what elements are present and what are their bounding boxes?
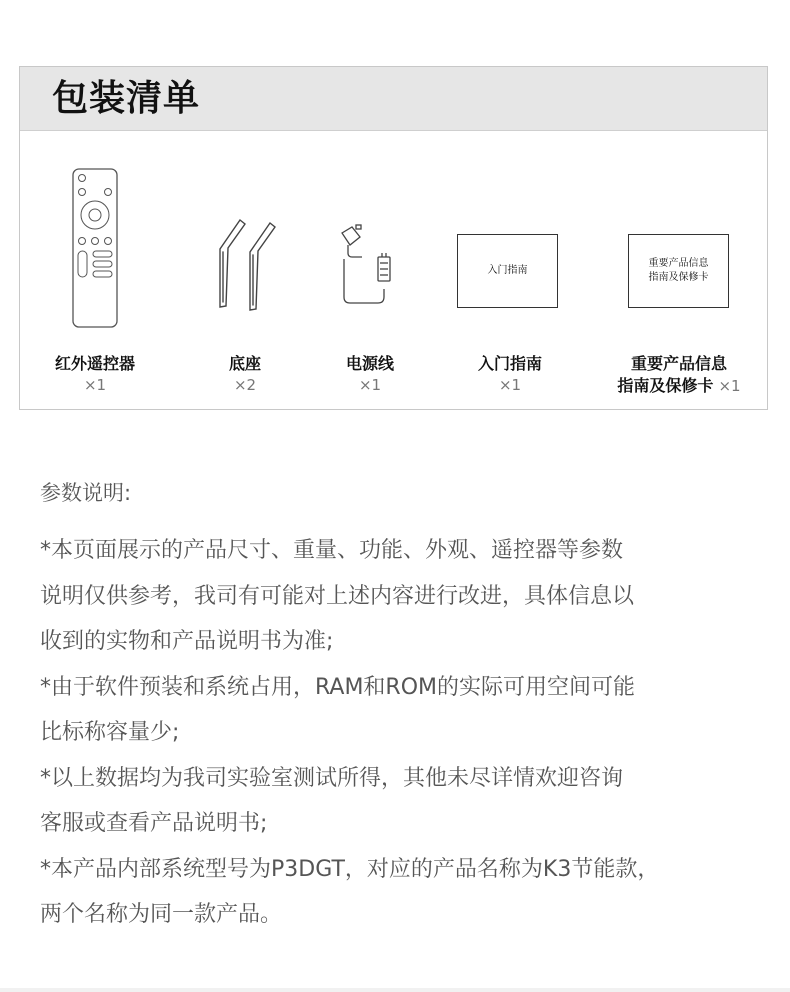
warranty-card-line1: 重要产品信息 [648, 258, 709, 269]
warranty-card-icon [628, 234, 729, 308]
item-name-warranty-row [605, 376, 753, 396]
note-line: 两个名称为同一款产品。 [40, 902, 283, 927]
item-qty-warranty: ×1 [718, 377, 741, 395]
quick-start-guide-icon [457, 234, 558, 308]
note-line: 说明仅供参考，我司有可能对上述内容进行改进，具体信息以 [40, 583, 635, 609]
item-name-stand: 底座 [228, 354, 261, 373]
remote-control-icon [71, 167, 119, 329]
note-line: *本产品内部系统型号为P3DGT，对应的产品名称为K3节能款， [40, 856, 660, 882]
packing-item-cable [315, 130, 425, 410]
packing-item-stand [190, 130, 300, 410]
note-line: *以上数据均为我司实验室测试所得，其他未尽详情欢迎咨询 [40, 765, 624, 791]
packing-item-remote [40, 130, 150, 410]
note-line: 比标称容量少; [40, 720, 180, 745]
item-name-cable: 电源线 [345, 354, 394, 373]
note-line: *本页面展示的产品尺寸、重量、功能、外观、遥控器等参数 [40, 538, 624, 563]
item-qty-guide: ×1 [498, 376, 522, 394]
item-name-warranty-line2: 指南及保修卡 [617, 376, 714, 395]
item-qty-cable: ×1 [358, 376, 382, 394]
packing-item-guide [450, 130, 570, 410]
power-cable-icon [338, 223, 402, 307]
item-name-guide: 入门指南 [477, 354, 542, 373]
stand-legs-icon [212, 216, 282, 312]
bottom-divider [0, 988, 790, 992]
packing-list-title: 包装清单 [52, 78, 201, 119]
item-qty-stand: ×2 [233, 376, 257, 394]
notes-heading: 参数说明: [40, 481, 132, 505]
note-line: *由于软件预装和系统占用，RAM和ROM的实际可用空间可能 [40, 674, 636, 700]
parameter-notes [40, 470, 760, 938]
item-name-warranty-line1: 重要产品信息 [630, 354, 727, 373]
note-line: 客服或查看产品说明书; [40, 811, 268, 836]
item-qty-remote: ×1 [83, 376, 107, 394]
note-line: 收到的实物和产品说明书为准; [40, 629, 334, 654]
packing-list-header [20, 67, 767, 131]
guide-card-text: 入门指南 [487, 265, 528, 276]
packing-item-warranty [605, 130, 753, 410]
packing-list-panel [19, 66, 768, 410]
warranty-card-line2: 指南及保修卡 [648, 272, 709, 283]
item-name-remote: 红外遥控器 [54, 354, 135, 373]
